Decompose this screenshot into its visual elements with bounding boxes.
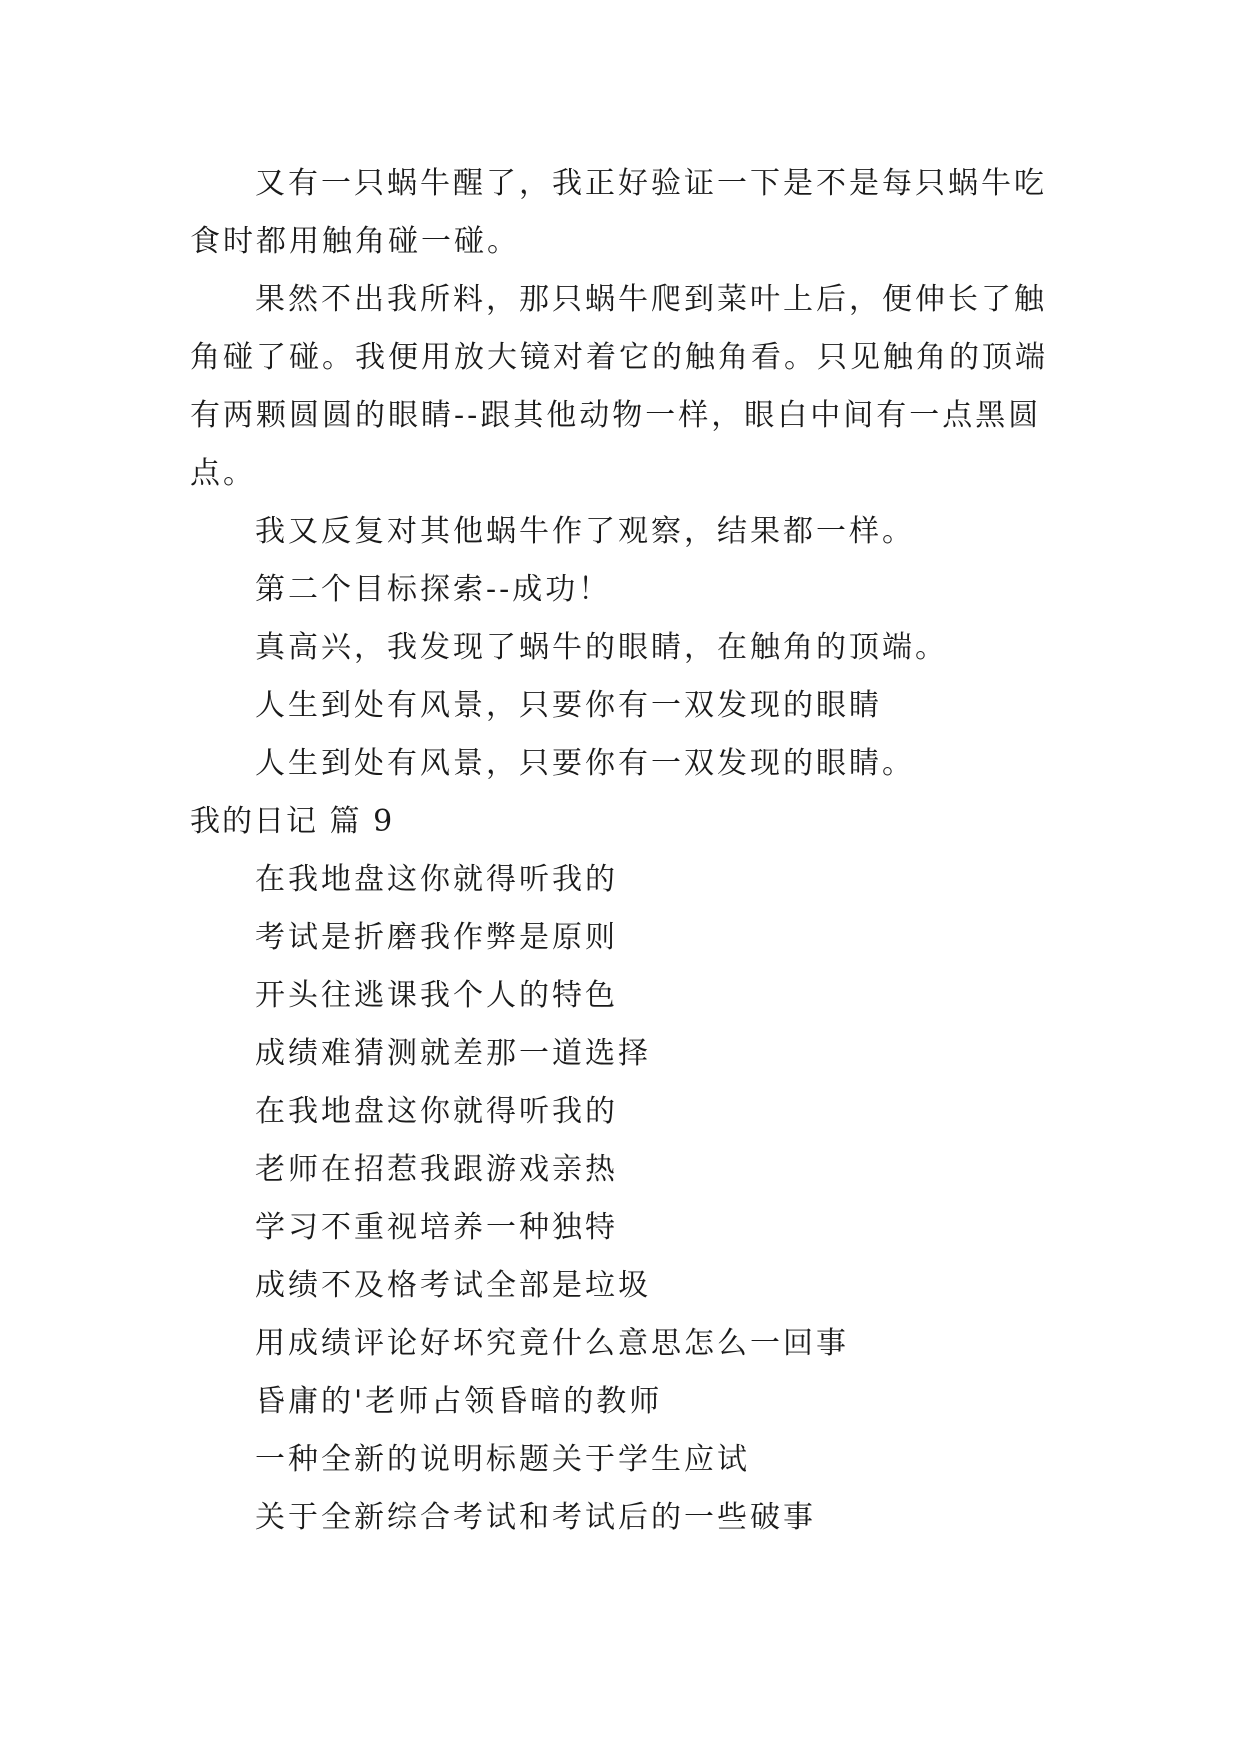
paragraph-line: 真高兴，我发现了蜗牛的眼睛，在触角的顶端。 bbox=[255, 630, 948, 665]
verse-line: 成绩难猜测就差那一道选择 bbox=[255, 1036, 651, 1071]
paragraph-line: 第二个目标探索--成功！ bbox=[255, 572, 612, 607]
verse-line: 用成绩评论好坏究竟什么意思怎么一回事 bbox=[255, 1326, 849, 1361]
verse-line: 老师在招惹我跟游戏亲热 bbox=[255, 1152, 618, 1187]
paragraph-line: 点。 bbox=[190, 456, 256, 491]
section-title: 我的日记 篇 9 bbox=[190, 804, 395, 839]
verse-line: 昏庸的'老师占领昏暗的教师 bbox=[255, 1384, 663, 1419]
paragraph-line: 人生到处有风景，只要你有一双发现的眼睛。 bbox=[255, 746, 915, 781]
verse-line: 在我地盘这你就得听我的 bbox=[255, 1094, 618, 1129]
verse-line: 一种全新的说明标题关于学生应试 bbox=[255, 1442, 750, 1477]
verse-line: 关于全新综合考试和考试后的一些破事 bbox=[255, 1500, 816, 1535]
verse-line: 在我地盘这你就得听我的 bbox=[255, 862, 618, 897]
paragraph-line: 食时都用触角碰一碰。 bbox=[190, 224, 520, 259]
verse-line: 考试是折磨我作弊是原则 bbox=[255, 920, 618, 955]
verse-line: 成绩不及格考试全部是垃圾 bbox=[255, 1268, 651, 1303]
paragraph-line: 有两颗圆圆的眼睛--跟其他动物一样，眼白中间有一点黑圆 bbox=[190, 398, 1042, 433]
paragraph-line: 人生到处有风景，只要你有一双发现的眼睛 bbox=[255, 688, 882, 723]
paragraph-line: 又有一只蜗牛醒了，我正好验证一下是不是每只蜗牛吃 bbox=[255, 166, 1047, 201]
verse-line: 开头往逃课我个人的特色 bbox=[255, 978, 618, 1013]
paragraph-line: 角碰了碰。我便用放大镜对着它的触角看。只见触角的顶端 bbox=[190, 340, 1048, 375]
paragraph-line: 我又反复对其他蜗牛作了观察，结果都一样。 bbox=[255, 514, 915, 549]
paragraph-line: 果然不出我所料，那只蜗牛爬到菜叶上后，便伸长了触 bbox=[255, 282, 1047, 317]
verse-line: 学习不重视培养一种独特 bbox=[255, 1210, 618, 1245]
